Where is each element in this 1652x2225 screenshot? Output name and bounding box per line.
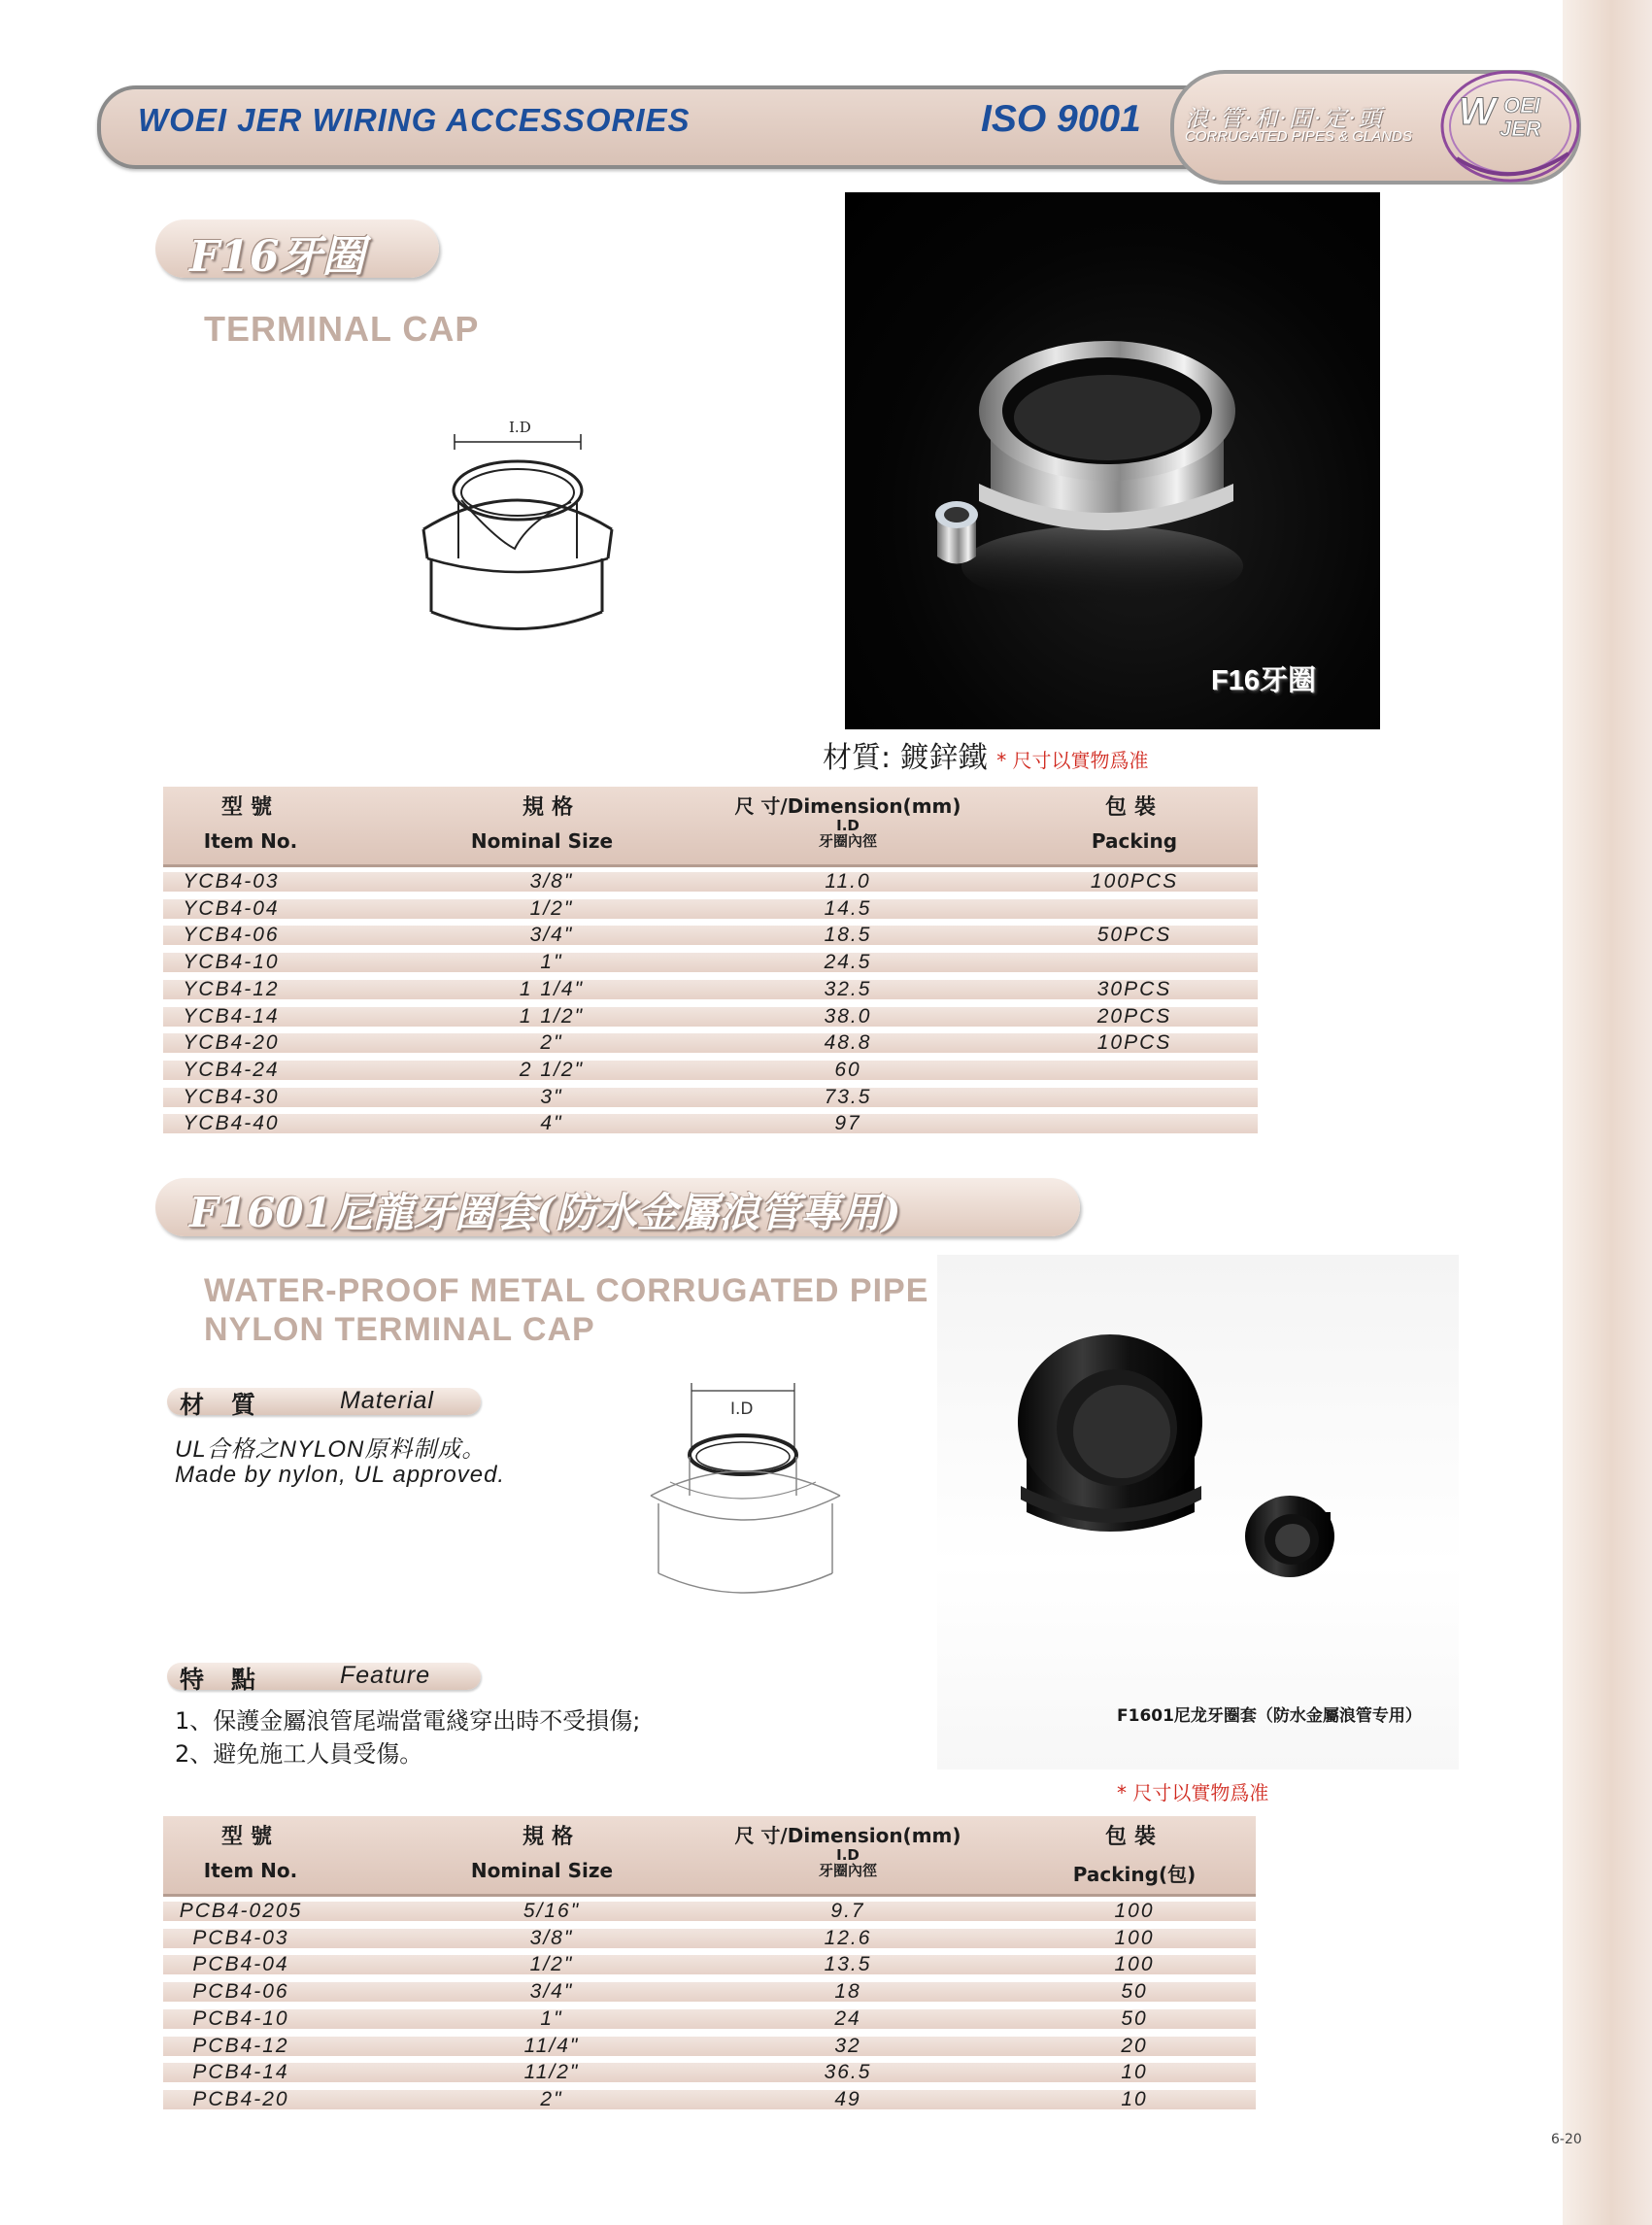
material-line-2: Made by nylon, UL approved. xyxy=(175,1462,506,1488)
table-row xyxy=(163,895,1258,923)
nylon-cap-line-drawing xyxy=(641,1379,874,1622)
cell-size: 11/4" xyxy=(523,2034,580,2057)
header-size-en: Nominal Size xyxy=(470,829,614,853)
feature-label-zh: 特點 xyxy=(180,1666,284,1694)
cell-item: YCB4-10 xyxy=(183,951,280,974)
cell-item: PCB4-03 xyxy=(192,1926,289,1949)
cell-size: 1" xyxy=(540,2006,563,2030)
table-row xyxy=(163,2006,1256,2033)
cell-item: YCB4-03 xyxy=(183,870,280,893)
cell-packing: 100 xyxy=(1114,1900,1155,1922)
cell-packing: 50PCS xyxy=(1096,924,1172,947)
cell-item: YCB4-14 xyxy=(183,1004,280,1028)
header-dimension-zh: 牙圈內徑 xyxy=(818,1862,877,1879)
header-title: WOEI JER WIRING ACCESSORIES xyxy=(138,102,691,138)
cell-item: YCB4-06 xyxy=(183,924,280,947)
cell-item: PCB4-06 xyxy=(192,1980,289,2004)
section2-subtitle-line2: NYLON TERMINAL CAP xyxy=(204,1311,595,1348)
svg-text:OEI: OEI xyxy=(1503,93,1540,118)
f16-spec-table xyxy=(163,787,1258,1136)
cell-id: 36.5 xyxy=(824,2061,872,2084)
cell-size: 3/4" xyxy=(529,924,574,947)
feature-label-en: Feature xyxy=(340,1662,431,1689)
header-item-en: Item No. xyxy=(203,829,298,853)
f16-photo-label: F16牙圈 xyxy=(1211,665,1316,696)
header-packing-en: Packing xyxy=(1091,829,1178,853)
header-size-en: Nominal Size xyxy=(470,1859,614,1882)
cell-size: 3/8" xyxy=(529,870,574,893)
cell-id: 60 xyxy=(834,1058,861,1081)
decorative-side-strip xyxy=(1563,0,1652,2225)
cell-item: YCB4-04 xyxy=(183,896,280,920)
cell-packing: 10PCS xyxy=(1096,1031,1172,1055)
cell-id: 24 xyxy=(834,2006,861,2030)
header-size-zh: 規格 xyxy=(522,1825,581,1849)
cell-item: PCB4-14 xyxy=(192,2061,289,2084)
cell-item: PCB4-10 xyxy=(192,2006,289,2030)
cell-packing: 50 xyxy=(1121,2006,1148,2030)
cell-size: 5/16" xyxy=(523,1900,581,1922)
cell-packing: 50 xyxy=(1121,1980,1148,2004)
cell-size: 11/2" xyxy=(523,2061,580,2084)
drawing-id-label: I.D xyxy=(509,419,531,436)
woei-jer-logo xyxy=(1437,66,1583,187)
size-disclaimer-2: * 尺寸以實物爲准 xyxy=(1117,1781,1269,1804)
header-dimension-zh: 牙圈內徑 xyxy=(818,832,877,850)
page-number: 6-20 xyxy=(1551,2132,1582,2147)
cell-size: 2 1/2" xyxy=(519,1058,585,1081)
table-row xyxy=(163,949,1258,976)
cell-packing: 30PCS xyxy=(1096,977,1172,1000)
logo-chinese-text: 浪·管·和·固·定·頭 xyxy=(1185,105,1384,132)
header-item-zh: 型號 xyxy=(220,1825,280,1849)
cell-size: 2" xyxy=(540,1031,563,1055)
cell-item: PCB4-04 xyxy=(192,1953,289,1976)
cell-id: 11.0 xyxy=(825,870,871,893)
material-label-en: Material xyxy=(340,1387,434,1414)
header-packing-zh: 包裝 xyxy=(1104,1825,1163,1849)
header-packing-en: Packing(包) xyxy=(1072,1863,1197,1886)
cell-item: YCB4-30 xyxy=(183,1085,280,1108)
cell-id: 24.5 xyxy=(824,951,872,974)
cell-size: 1/2" xyxy=(529,1953,574,1976)
header-dimension: 尺 寸/Dimension(mm) xyxy=(734,794,961,818)
cell-size: 3/8" xyxy=(529,1926,574,1949)
cell-id: 38.0 xyxy=(824,1004,872,1028)
cell-id: 32.5 xyxy=(824,977,872,1000)
table-row xyxy=(163,922,1258,949)
cell-id: 32 xyxy=(834,2034,861,2057)
cell-packing: 100PCS xyxy=(1090,870,1179,893)
cell-id: 14.5 xyxy=(824,896,872,920)
svg-text:W: W xyxy=(1459,90,1496,133)
table-row xyxy=(163,1978,1256,2006)
cell-size: 1 1/2" xyxy=(519,1004,585,1028)
metal-terminal-cap-illustration xyxy=(845,192,1380,729)
section1-heading: F16牙圈 xyxy=(189,232,365,282)
table-row xyxy=(163,1003,1258,1030)
cell-size: 4" xyxy=(540,1112,563,1135)
cell-packing: 100 xyxy=(1114,1926,1155,1949)
cell-packing: 100 xyxy=(1114,1953,1155,1976)
cell-item: YCB4-20 xyxy=(183,1031,280,1055)
cell-item: PCB4-0205 xyxy=(179,1900,303,1922)
header-dimension-id: I.D xyxy=(836,1846,860,1864)
f16-product-photo xyxy=(845,192,1380,729)
cell-id: 48.8 xyxy=(824,1031,872,1055)
table-row xyxy=(163,2059,1256,2086)
header-size-zh: 規格 xyxy=(522,795,581,820)
cell-item: YCB4-12 xyxy=(183,977,280,1000)
terminal-cap-line-drawing xyxy=(408,413,622,656)
table-row xyxy=(163,2033,1256,2060)
cell-item: PCB4-20 xyxy=(192,2087,289,2110)
cell-id: 13.5 xyxy=(824,1953,872,1976)
material-text: 材質: 鍍鋅鐵 xyxy=(823,741,988,775)
section2-heading: F1601尼龍牙圈套(防水金屬浪管專用) xyxy=(189,1189,901,1236)
cell-size: 1/2" xyxy=(529,896,574,920)
cell-packing: 10 xyxy=(1121,2087,1148,2110)
f1601-product-photo xyxy=(937,1255,1459,1770)
feature-line-1: 1、保護金屬浪管尾端當電綫穿出時不受損傷; xyxy=(175,1707,641,1735)
material-line xyxy=(823,733,1149,776)
header-dimension-id: I.D xyxy=(836,817,860,834)
f1601-photo-label: F1601尼龙牙圈套（防水金屬浪管专用） xyxy=(1117,1706,1422,1726)
table-row xyxy=(163,1029,1258,1057)
material-label-zh: 材質 xyxy=(180,1391,284,1419)
table-row xyxy=(163,1898,1256,1925)
drawing-id-label: I.D xyxy=(730,1399,754,1419)
nylon-terminal-cap-illustration xyxy=(937,1255,1459,1770)
cell-size: 1 1/4" xyxy=(519,977,585,1000)
table-row xyxy=(163,1057,1258,1084)
feature-line-2: 2、避免施工人員受傷。 xyxy=(175,1740,423,1768)
table-row xyxy=(163,1951,1256,1978)
cell-size: 3/4" xyxy=(529,1980,574,2004)
cell-item: YCB4-24 xyxy=(183,1058,280,1081)
logo-english-text: CORRUGATED PIPES & GLANDS xyxy=(1185,128,1412,145)
cell-packing: 20 xyxy=(1121,2034,1148,2057)
material-line-1: UL合格之NYLON原料制成。 xyxy=(175,1436,487,1463)
cell-id: 49 xyxy=(834,2087,861,2110)
header-item-en: Item No. xyxy=(203,1859,298,1882)
svg-text:JER: JER xyxy=(1500,117,1541,141)
table-row xyxy=(163,2086,1256,2113)
table-row xyxy=(163,1925,1256,1952)
cell-id: 9.7 xyxy=(830,1900,865,1922)
cell-id: 97 xyxy=(834,1112,861,1135)
cell-id: 18.5 xyxy=(824,924,872,947)
section1-subtitle: TERMINAL CAP xyxy=(204,309,480,349)
cell-packing: 10 xyxy=(1121,2061,1148,2084)
cell-packing: 20PCS xyxy=(1096,1004,1172,1028)
section2-subtitle-line1: WATER-PROOF METAL CORRUGATED PIPE xyxy=(204,1272,929,1309)
table-row xyxy=(163,976,1258,1003)
cell-id: 12.6 xyxy=(824,1926,872,1949)
table-row xyxy=(163,1110,1258,1137)
cell-id: 18 xyxy=(834,1980,861,2004)
iso-label: ISO 9001 xyxy=(981,98,1141,140)
size-disclaimer: * 尺寸以實物爲准 xyxy=(996,749,1149,772)
table-row xyxy=(163,868,1258,895)
header-item-zh: 型號 xyxy=(220,795,280,820)
cell-size: 1" xyxy=(540,951,563,974)
table-row xyxy=(163,1084,1258,1111)
cell-size: 2" xyxy=(540,2087,563,2110)
f1601-spec-table xyxy=(163,1816,1256,2117)
header-dimension: 尺 寸/Dimension(mm) xyxy=(734,1824,961,1847)
header-packing-zh: 包裝 xyxy=(1104,795,1163,820)
cell-id: 73.5 xyxy=(824,1085,872,1108)
cell-item: PCB4-12 xyxy=(192,2034,289,2057)
cell-size: 3" xyxy=(540,1085,563,1108)
cell-item: YCB4-40 xyxy=(183,1112,280,1135)
